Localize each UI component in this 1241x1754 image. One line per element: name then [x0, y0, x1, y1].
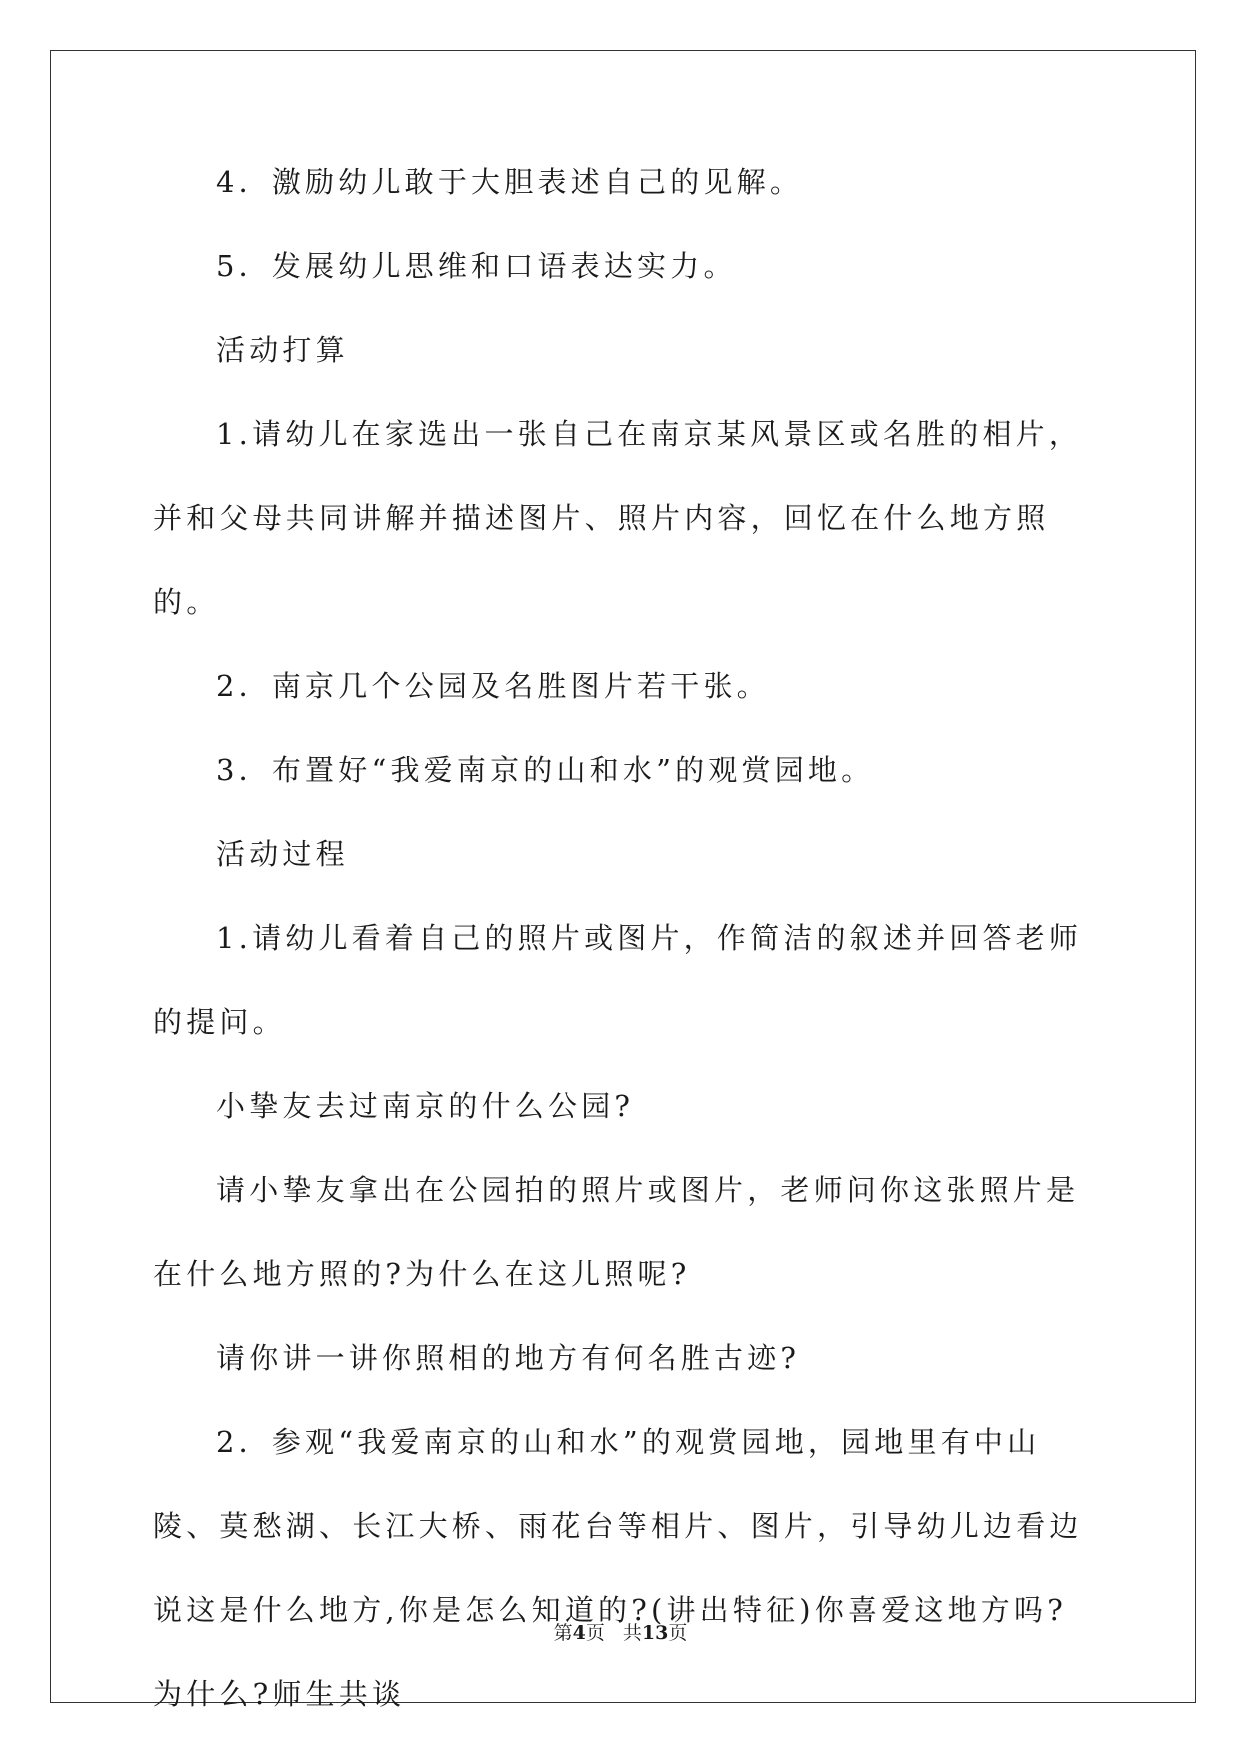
paragraph: 1.请幼儿在家选出一张自己在南京某风景区或名胜的相片，并和父母共同讲解并描述图片、照片内容，回忆在什么地方照的。 [153, 417, 1083, 619]
footer-total-prefix: 共 [622, 1622, 642, 1644]
document-body [153, 140, 1093, 1736]
paragraph: 1.请幼儿看着自己的照片或图片，作简洁的叙述并回答老师的提问。 [153, 921, 1083, 1039]
footer-prefix: 第 [553, 1622, 573, 1644]
footer-total-suffix: 页 [668, 1622, 688, 1644]
paragraph: 4．激励幼儿敢于大胆表述自己的见解。 [216, 165, 804, 199]
paragraph: 5．发展幼儿思维和口语表达实力。 [216, 249, 737, 283]
current-page-number: 4 [572, 1622, 586, 1644]
footer-page-suffix: 页 [585, 1622, 605, 1644]
paragraph: 请小挚友拿出在公园拍的照片或图片，老师问你这张照片是在什么地方照的?为什么在这儿照呢? [153, 1173, 1080, 1291]
section-heading: 活动过程 [216, 837, 349, 871]
paragraph: 2．南京几个公园及名胜图片若干张。 [216, 669, 770, 703]
paragraph: 小挚友去过南京的什么公园? [216, 1089, 635, 1123]
paragraph: 3．布置好“我爱南京的山和水”的观赏园地。 [216, 753, 875, 787]
section-heading: 活动打算 [216, 333, 349, 367]
page-footer [0, 1618, 1241, 1645]
paragraph: 2．参观“我爱南京的山和水”的观赏园地，园地里有中山陵、莫愁湖、长江大桥、雨花台等相片、图片，引导幼儿边看边说这是什么地方,你是怎么知道的?(讲出特征)你喜爱这地方吗?为什么?师生共谈 [153, 1425, 1083, 1711]
total-page-count: 13 [641, 1622, 669, 1644]
paragraph: 请你讲一讲你照相的地方有何名胜古迹? [216, 1341, 801, 1375]
